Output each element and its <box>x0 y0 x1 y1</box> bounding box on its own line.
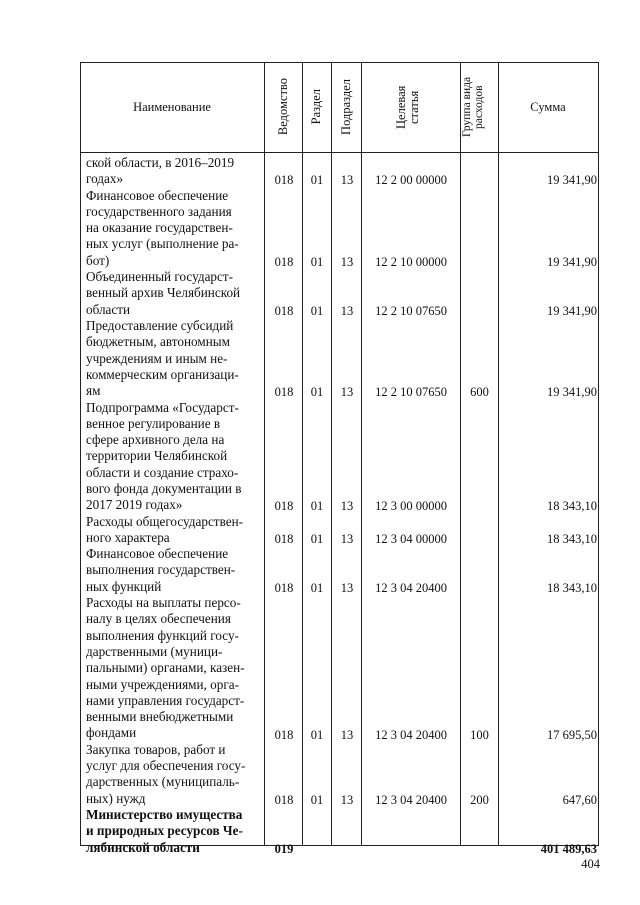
row-name-line: Объединенный государст- <box>86 269 234 285</box>
col-border <box>361 62 362 846</box>
row-gruppa <box>462 172 497 188</box>
col-border <box>498 62 499 846</box>
col-border <box>331 62 332 846</box>
header-bottom-border <box>80 152 598 153</box>
row-name-line: 2017 2019 годах» <box>86 497 183 513</box>
row-summa: 19 341,90 <box>547 303 597 318</box>
row-name <box>86 269 262 318</box>
col-border <box>598 62 599 846</box>
row-podrazdel: 13 <box>340 173 354 188</box>
row-name-line: нами управления государст- <box>86 692 245 708</box>
row-razdel: 01 <box>310 254 324 269</box>
row-podrazdel: 13 <box>340 580 354 595</box>
row-summa: 18 343,10 <box>547 499 597 514</box>
row-name-line: Предоставление субсидий <box>86 318 234 333</box>
row-name-line: Подпрограмма «Государст- <box>86 399 239 415</box>
row-gruppa: 200 <box>470 792 489 807</box>
row-name-line: дарственных (муниципаль- <box>86 774 240 790</box>
row-name-line: налу в целях обеспечения <box>86 611 231 627</box>
row-summa: 18 343,10 <box>547 531 597 546</box>
header-name: Наименование <box>133 99 211 114</box>
row-name <box>86 318 262 399</box>
row-celevaya: 12 3 00 00000 <box>375 499 447 514</box>
row-name <box>86 742 262 807</box>
row-name-line: бюджетным, автономным <box>86 334 230 350</box>
row-name-line: области и создание страхо- <box>86 464 239 480</box>
row-name <box>86 155 262 188</box>
row-gruppa: 100 <box>470 727 489 742</box>
row-name-line: и природных ресурсов Че- <box>86 823 243 839</box>
header-razdel: Раздел <box>309 89 323 125</box>
row-name-line: ных) нужд <box>86 790 146 806</box>
row-podrazdel: 13 <box>340 385 354 400</box>
row-gruppa <box>462 254 497 270</box>
row-podrazdel: 13 <box>340 531 354 546</box>
row-name-line: ных услуг (выполнение ра- <box>86 236 239 252</box>
row-summa: 647,60 <box>562 792 597 807</box>
row-name-line: выполнения функций госу- <box>86 627 239 643</box>
row-summa: 401 489,63 <box>540 841 597 856</box>
row-name-line: учреждениям и иным не- <box>86 350 228 366</box>
page-number: 404 <box>581 857 600 871</box>
row-celevaya: 12 3 04 20400 <box>375 792 447 807</box>
header-vedomstvo: Ведомство <box>275 78 290 136</box>
row-name-line: фондами <box>86 725 137 741</box>
row-name-line: бот) <box>86 252 110 268</box>
row-podrazdel: 13 <box>340 499 354 514</box>
header-podrazdel: Подраздел <box>338 79 353 135</box>
row-vedomstvo: 018 <box>274 303 294 318</box>
row-gruppa <box>462 531 497 547</box>
row-vedomstvo: 018 <box>274 254 294 269</box>
row-podrazdel: 13 <box>340 727 354 742</box>
row-gruppa: 600 <box>470 385 489 400</box>
row-name-line: сфере архивного дела на <box>86 432 225 448</box>
row-name-line: венными внебюджетными <box>86 709 234 725</box>
row-name-line: территории Челябинской <box>86 448 228 464</box>
row-name-line: Расходы на выплаты персо- <box>86 595 241 611</box>
row-name-line: годах» <box>86 171 124 187</box>
row-vedomstvo: 018 <box>274 580 294 595</box>
row-razdel <box>305 841 329 857</box>
row-gruppa <box>462 303 497 319</box>
row-celevaya: 12 2 10 00000 <box>375 254 447 269</box>
row-razdel: 01 <box>310 531 324 546</box>
row-name-line: пальными) органами, казен- <box>86 660 245 676</box>
row-vedomstvo: 019 <box>274 841 294 856</box>
row-name-line: Финансовое обеспечение <box>86 187 229 203</box>
row-celevaya: 12 3 04 20400 <box>375 727 447 742</box>
row-name <box>86 807 262 856</box>
col-border <box>460 62 461 846</box>
row-summa: 17 695,50 <box>547 727 597 742</box>
row-podrazdel <box>333 841 361 857</box>
row-summa: 19 341,90 <box>547 254 597 269</box>
row-razdel: 01 <box>310 727 324 742</box>
row-celevaya: 12 2 10 07650 <box>375 385 447 400</box>
row-name-line: венный архив Челябинской <box>86 285 241 301</box>
header-celevaya: Целевая статья <box>393 85 421 129</box>
row-name-line: выполнения государствен- <box>86 562 236 578</box>
row-celevaya: 12 3 04 00000 <box>375 531 447 546</box>
row-name-line: ям <box>86 383 101 399</box>
row-name <box>86 595 262 742</box>
row-name <box>86 400 262 514</box>
row-name-line: лябинской области <box>86 839 200 855</box>
row-summa: 19 341,90 <box>547 385 597 400</box>
row-name-line: Финансовое обеспечение <box>86 546 229 562</box>
row-vedomstvo: 018 <box>274 531 294 546</box>
row-celevaya: 12 3 04 20400 <box>375 580 447 595</box>
row-celevaya: 12 2 10 07650 <box>375 303 447 318</box>
row-name <box>86 188 262 269</box>
row-vedomstvo: 018 <box>274 792 294 807</box>
row-podrazdel: 13 <box>340 792 354 807</box>
row-celevaya: 12 2 00 00000 <box>375 173 447 188</box>
row-name-line: вого фонда документации в <box>86 480 242 496</box>
col-border <box>80 62 81 846</box>
row-name-line: на оказание государствен- <box>86 220 233 236</box>
row-name-line: услуг для обеспечения госу- <box>86 758 246 774</box>
row-summa: 18 343,10 <box>547 580 597 595</box>
row-name-line: государственного задания <box>86 203 232 219</box>
row-name-line: ской области, в 2016–2019 <box>86 155 235 170</box>
row-gruppa <box>462 580 497 596</box>
col-border <box>264 62 265 846</box>
row-name-line: венное регулирование в <box>86 415 221 431</box>
row-razdel: 01 <box>310 303 324 318</box>
row-podrazdel: 13 <box>340 254 354 269</box>
row-gruppa <box>462 841 497 857</box>
row-name-line: области <box>86 301 131 317</box>
row-razdel: 01 <box>310 499 324 514</box>
row-razdel: 01 <box>310 580 324 595</box>
row-gruppa <box>462 498 497 514</box>
row-name-line: ного характера <box>86 529 170 545</box>
row-name-line: Закупка товаров, работ и <box>86 741 226 757</box>
row-celevaya <box>363 841 459 857</box>
row-summa: 19 341,90 <box>547 173 597 188</box>
row-razdel: 01 <box>310 173 324 188</box>
row-name-line: Расходы общегосударствен- <box>86 513 244 529</box>
row-name <box>86 546 262 595</box>
header-gruppa: Группа вида расходов <box>461 76 485 138</box>
row-vedomstvo: 018 <box>274 499 294 514</box>
row-vedomstvo: 018 <box>274 173 294 188</box>
row-name <box>86 514 262 547</box>
row-name-line: коммерческим организаци- <box>86 366 239 382</box>
row-vedomstvo: 018 <box>274 385 294 400</box>
row-name-line: ных функций <box>86 578 162 594</box>
row-podrazdel: 13 <box>340 303 354 318</box>
col-border <box>302 62 303 846</box>
row-vedomstvo: 018 <box>274 727 294 742</box>
row-name-line: ными учреждениями, орга- <box>86 676 239 692</box>
row-name-line: Министерство имущества <box>86 807 243 822</box>
row-name-line: дарственными (муници- <box>86 643 223 659</box>
row-razdel: 01 <box>310 385 324 400</box>
header-summa: Сумма <box>530 99 566 114</box>
row-razdel: 01 <box>310 792 324 807</box>
